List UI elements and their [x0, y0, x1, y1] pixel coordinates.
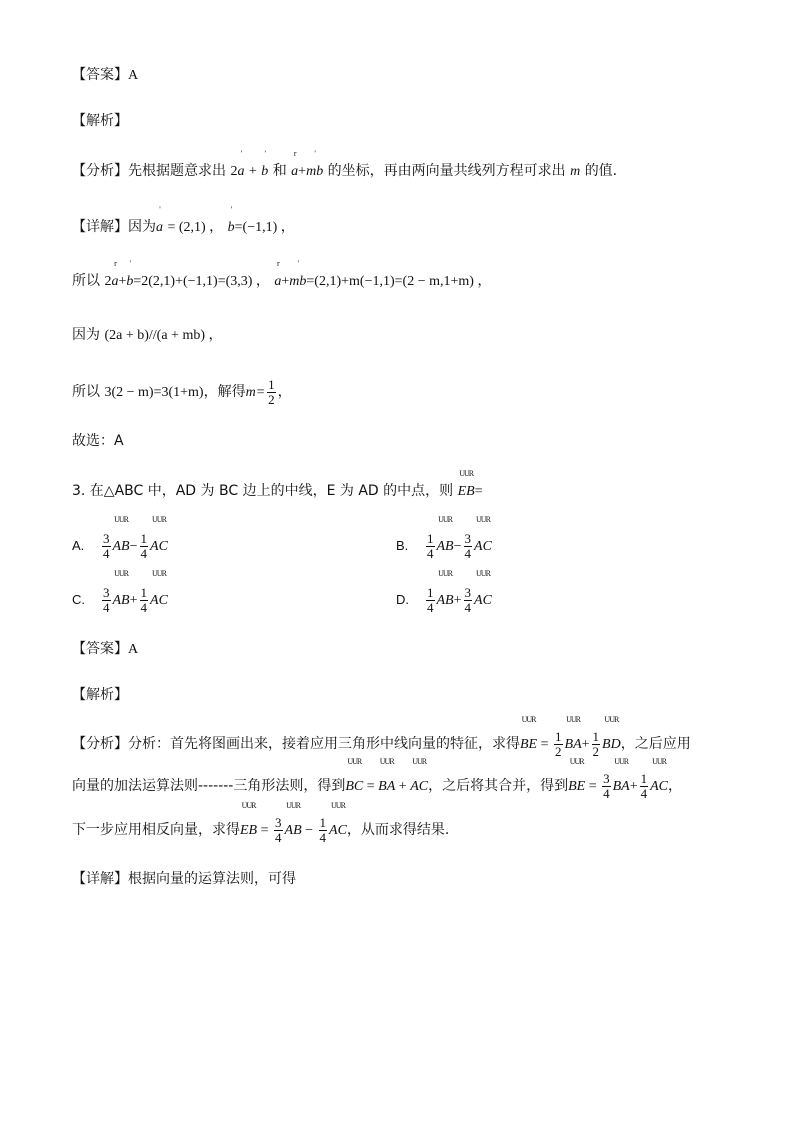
vector-a: r a — [111, 259, 119, 289]
operator: + — [129, 593, 138, 608]
equation: m= — [245, 385, 266, 400]
fraction: $\frac{1}{2}$ — [555, 728, 562, 759]
equation: =(2,1)+m(−1,1)=(2 − m,1+m) ， — [306, 274, 492, 289]
fraction: $\frac{1}{4}$ — [640, 770, 648, 801]
vector-a: r a — [291, 149, 299, 179]
option-label: A. — [72, 538, 85, 553]
detail-text: 根据向量的运算法则，可得 — [128, 871, 296, 887]
q2-detail-line-3 — [72, 324, 223, 346]
q2-detail-line-2 — [72, 259, 492, 292]
vector-AC: UUR AC — [474, 515, 492, 554]
vector-mb: ' mb — [306, 149, 324, 179]
answer-value: A — [128, 642, 139, 657]
option-b[interactable] — [396, 515, 492, 566]
fraction: $\frac{1}{4}$ — [427, 530, 434, 561]
equation: =(−1,1) ， — [234, 220, 295, 235]
q2-detail-line-1 — [72, 205, 295, 238]
vector-AC: UUR AC — [650, 757, 668, 794]
vector-mb: ' mb — [289, 259, 307, 289]
vector-AB: UUR AB — [436, 515, 454, 554]
analysis-tag: 【解析】 — [72, 687, 128, 703]
vector-a: ' a — [237, 149, 245, 179]
q3-fenxi-line-1: 【分析】分析：首先将图画出来，接着应用三角形中线向量的特征，求得 UUR BE = $\frac{1}{2}$ UUR BA+ $\frac{1}{2}$ UUR BD，之后应用 — [72, 726, 691, 762]
q3-stem — [72, 469, 483, 502]
option-c[interactable] — [72, 569, 168, 620]
detail-text: 所以 — [72, 273, 100, 289]
option-label: B. — [396, 538, 409, 553]
vector-AB: UUR AB — [112, 515, 130, 554]
operator: − — [453, 539, 462, 554]
fenxi-text: 下一步应用相反向量，求得 — [72, 822, 240, 838]
fraction: $\frac{1}{4}$ — [140, 530, 148, 561]
vector-BE: UUR BE — [520, 715, 538, 752]
option-label: C. — [72, 592, 85, 607]
fraction: $\frac{3}{4}$ — [603, 770, 610, 801]
q2-choice-line — [72, 430, 124, 452]
fraction: $\frac{3}{4}$ — [103, 584, 110, 615]
vector-BE: UUR BE — [568, 757, 586, 794]
operator: − — [129, 539, 138, 554]
operator: + — [453, 593, 462, 608]
fenxi-text: 先根据题意求出 — [128, 163, 226, 179]
plus-sign: + — [281, 274, 290, 289]
fenxi-text: ，从而求得结果. — [346, 822, 450, 838]
vector-b: ' b — [227, 205, 235, 235]
answer-tag: 【答案】 — [72, 67, 128, 83]
detail-tag: 【详解】 — [72, 871, 128, 887]
vector-BA: UUR BA — [612, 757, 630, 794]
equation: (2a + b)//(a + mb) ， — [104, 328, 223, 343]
fenxi-text: ，之后将其合并，得到 — [428, 778, 569, 794]
plus-sign: + — [298, 164, 307, 179]
vector-AB: UUR AB — [436, 569, 454, 608]
detail-text: 因为 — [72, 327, 100, 343]
q2-detail-line-4: 所以 3(2 − m)=3(1+m)，解得m= $\frac{1}{2}$ ， — [72, 376, 292, 407]
coef-two: 2 — [230, 164, 238, 179]
plus-sign: + — [248, 164, 257, 179]
vector-AC: UUR AC — [150, 515, 168, 554]
coef-two: 2 — [104, 274, 112, 289]
fenxi-text: ，之后应用 — [620, 736, 691, 752]
fenxi-tag: 【分析】 — [72, 736, 128, 752]
analysis-tag: 【解析】 — [72, 113, 128, 129]
vector-a: r a — [274, 259, 282, 289]
fenxi-text: ， — [668, 778, 682, 794]
fraction: $\frac{1}{4}$ — [427, 584, 434, 615]
var-m: m — [570, 164, 581, 179]
vector-BA: UUR BA — [378, 757, 396, 794]
vector-BD: UUR BD — [602, 715, 621, 752]
q2-answer-line — [72, 64, 138, 86]
fraction: $\frac{1}{2}$ — [268, 376, 275, 407]
equation: = (2,1) ， — [167, 220, 224, 235]
answer-tag: 【答案】 — [72, 641, 128, 657]
fenxi-text: 向量的加法运算法则-------三角形法则，得到 — [72, 778, 346, 794]
q2-fenxi-line — [72, 149, 618, 182]
vector-AC: UUR AC — [150, 569, 168, 608]
fraction: $\frac{1}{2}$ — [592, 728, 600, 759]
vector-AB: UUR AB — [112, 569, 130, 608]
fraction: $\frac{1}{4}$ — [140, 584, 148, 615]
detail-text: ，解得 — [203, 384, 246, 400]
equation: =2(2,1)+(−1,1)=(3,3) ， — [133, 274, 270, 289]
vector-BC: UUR BC — [345, 757, 364, 794]
equation: 3(2 − m)=3(1+m) — [104, 385, 204, 400]
detail-text: 因为 — [128, 219, 156, 235]
vector-b: ' b — [126, 259, 134, 289]
equals-sign: = — [474, 484, 483, 499]
plus-sign: + — [118, 274, 127, 289]
q3-answer-line — [72, 638, 138, 660]
vector-EB: UUR EB — [457, 469, 475, 499]
fraction: $\frac{3}{4}$ — [464, 584, 472, 615]
choice-text: 故选：A — [72, 433, 124, 449]
q3-fenxi-line-3: 下一步应用相反向量，求得 UUR EB = $\frac{3}{4}$ UUR AB − $\frac{1}{4}$ UUR AC，从而求得结果. — [72, 812, 449, 848]
q3-fenxi-line-2: 向量的加法运算法则-------三角形法则，得到 UUR BC = UUR BA + UUR AC，之后将其合并，得到 UUR BE = $\frac{3}{4}$ UUR BA+ $\frac{1}{4}$ UUR AC， — [72, 768, 682, 804]
fraction: $\frac{3}{4}$ — [464, 530, 472, 561]
detail-text: 所以 — [72, 384, 100, 400]
vector-AC: UUR AC — [410, 757, 429, 794]
option-a[interactable] — [72, 515, 168, 566]
vector-BA: UUR BA — [564, 715, 582, 752]
fenxi-text: 的值. — [584, 163, 618, 179]
q3-analysis-line — [72, 684, 128, 706]
fraction: $\frac{1}{4}$ — [319, 814, 327, 845]
vector-b: ' b — [261, 149, 269, 179]
option-label: D. — [396, 592, 409, 607]
fenxi-text: 和 — [272, 163, 287, 179]
q3-detail-line — [72, 868, 296, 890]
vector-EB: UUR EB — [240, 801, 258, 838]
detail-tag: 【详解】 — [72, 219, 128, 235]
option-d[interactable] — [396, 569, 492, 620]
fenxi-tag: 【分析】 — [72, 163, 128, 179]
answer-value: A — [128, 68, 139, 83]
fraction: $\frac{3}{4}$ — [103, 530, 110, 561]
fenxi-text: 的坐标，再由两向量共线列方程可求出 — [327, 163, 566, 179]
vector-AC: UUR AC — [474, 569, 492, 608]
question-stem: 3. 在△ABC 中，AD 为 BC 边上的中线，E 为 AD 的中点，则 — [72, 483, 454, 499]
fraction: $\frac{3}{4}$ — [275, 814, 282, 845]
vector-AC: UUR AC — [329, 801, 347, 838]
vector-AB: UUR AB — [284, 801, 302, 838]
vector-a: ' a — [156, 205, 163, 235]
fenxi-text: 分析：首先将图画出来，接着应用三角形中线向量的特征，求得 — [128, 736, 520, 752]
q2-analysis-line — [72, 110, 128, 132]
